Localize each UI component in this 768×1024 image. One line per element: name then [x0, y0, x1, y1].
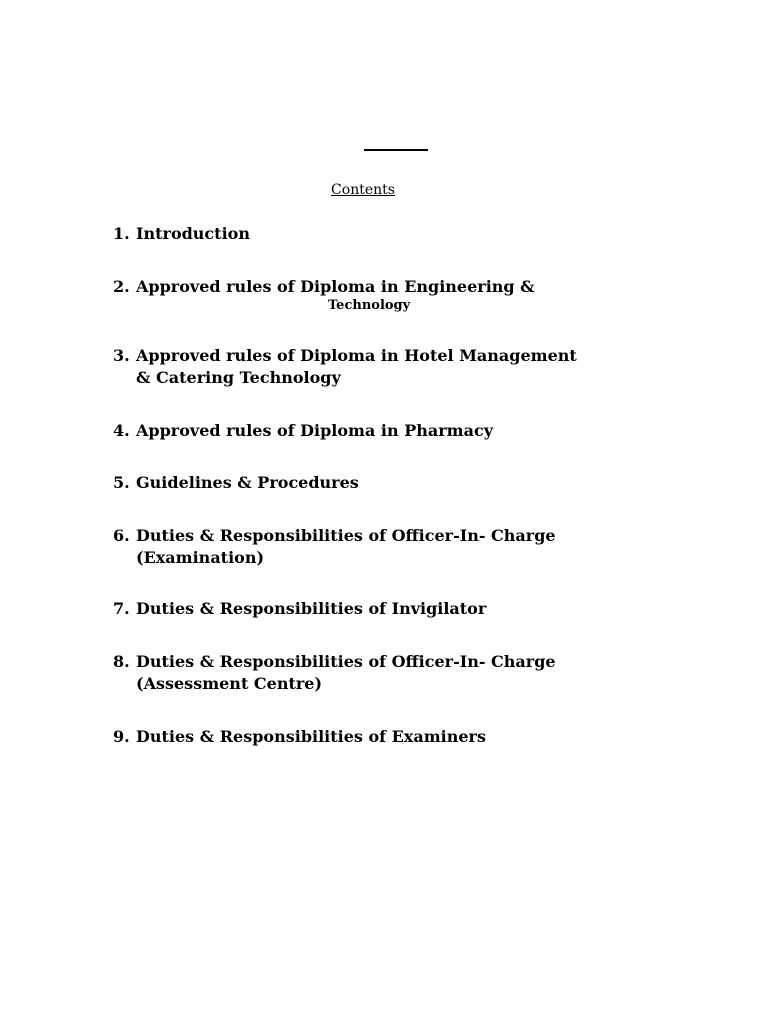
toc-item-hotel-management-rules: [113, 345, 633, 389]
toc-item-pharmacy-rules: [113, 420, 633, 442]
toc-item-title-continued: & Catering Technology: [136, 368, 341, 387]
toc-item-number: 6.: [113, 526, 130, 545]
toc-item-number: 8.: [113, 652, 130, 671]
toc-item-title: Duties & Responsibilities of Officer-In- Charge: [136, 526, 556, 545]
toc-item-number: 1.: [113, 224, 130, 243]
toc-item-introduction: [113, 223, 633, 245]
toc-item-title: Introduction: [136, 224, 250, 243]
contents-heading: Contents: [331, 182, 395, 198]
toc-item-number: 7.: [113, 599, 130, 618]
toc-item-number: 3.: [113, 346, 130, 365]
toc-item-number: 2.: [113, 277, 130, 296]
toc-item-title: Approved rules of Diploma in Engineering &: [136, 277, 535, 296]
toc-item-title-continued: (Assessment Centre): [136, 674, 323, 693]
toc-item-examiners: [113, 726, 633, 748]
toc-item-title: Approved rules of Diploma in Hotel Management: [136, 346, 577, 365]
toc-item-invigilator: [113, 598, 633, 620]
toc-item-number: 4.: [113, 421, 130, 440]
toc-item-title: Duties & Responsibilities of Invigilator: [136, 599, 487, 618]
top-rule-divider: [364, 149, 428, 151]
toc-item-number: 9.: [113, 727, 130, 746]
toc-item-title-continued: Technology: [328, 298, 411, 313]
toc-item-number: 5.: [113, 473, 130, 492]
toc-item-guidelines: [113, 472, 633, 494]
toc-item-officer-assessment: [113, 651, 633, 695]
toc-item-title: Duties & Responsibilities of Officer-In- Charge: [136, 652, 556, 671]
toc-item-officer-examination: [113, 525, 633, 569]
toc-item-title: Duties & Responsibilities of Examiners: [136, 727, 486, 746]
toc-item-engineering-rules: [113, 276, 633, 314]
toc-item-title: Approved rules of Diploma in Pharmacy: [136, 421, 493, 440]
toc-item-title-continued: (Examination): [136, 548, 265, 567]
toc-item-title: Guidelines & Procedures: [136, 473, 359, 492]
